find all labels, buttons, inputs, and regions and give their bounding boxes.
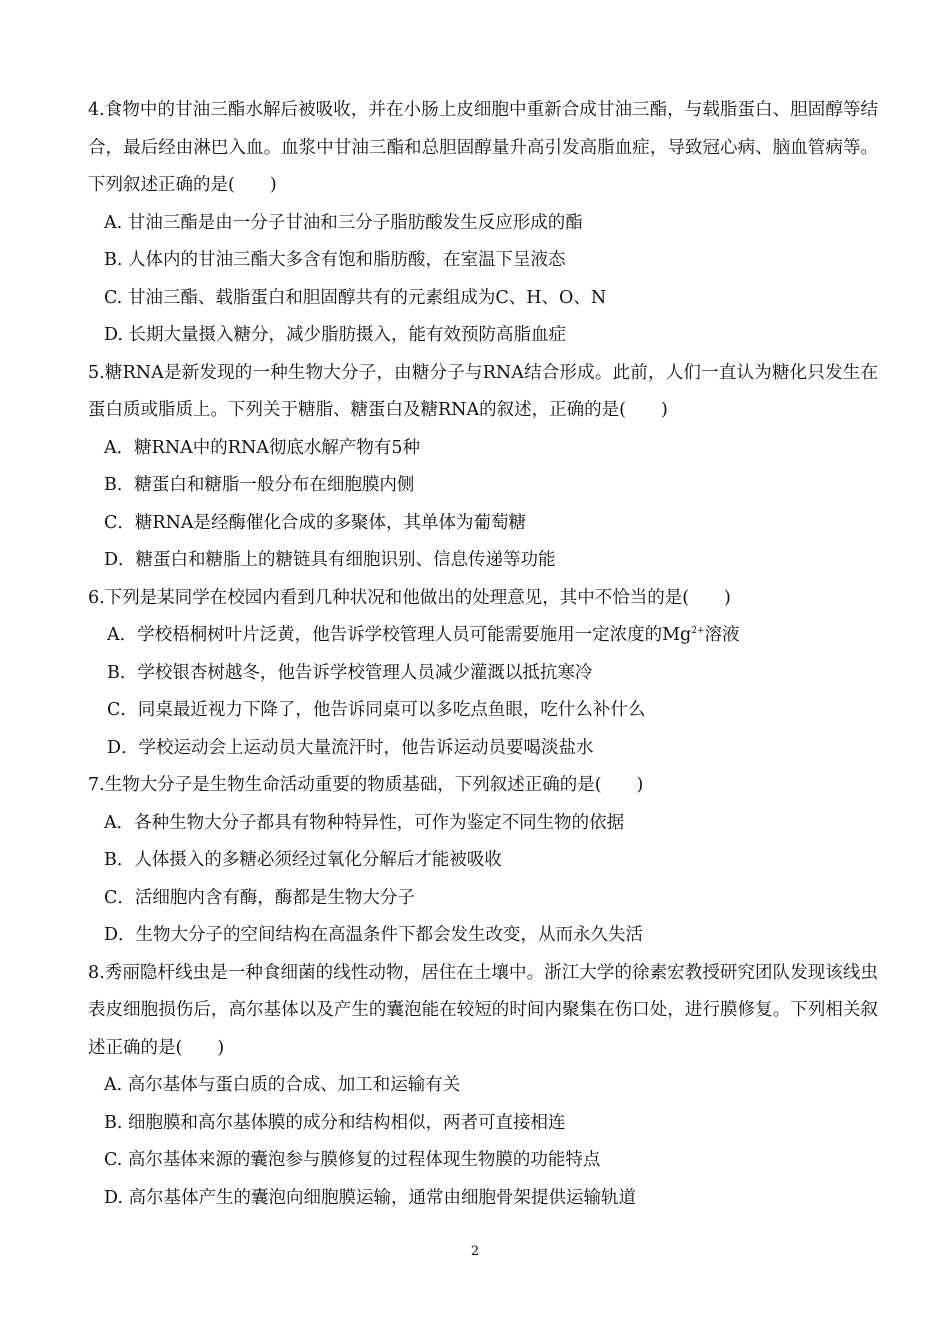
option-d: D. 长期大量摄入糖分，减少脂肪摄入，能有效预防高脂血症 [104,325,567,345]
question-4 [88,92,878,355]
question-7 [88,767,878,955]
option-c: C. 高尔基体来源的囊泡参与膜修复的过程体现生物膜的功能特点 [104,1150,601,1170]
option-list [88,805,878,955]
option-d: D．学校运动会上运动员大量流汗时，他告诉运动员要喝淡盐水 [107,737,594,758]
question-stem: 6.下列是某同学在校园内看到几种状况和他做出的处理意见，其中不恰当的是( ) [88,587,731,608]
option-a: A．糖RNA中的RNA彻底水解产物有5种 [104,437,421,458]
question-8 [88,955,878,1218]
option-a: A. 甘油三酯是由一分子甘油和三分子脂肪酸发生反应形成的酯 [104,212,583,233]
question-list [88,92,878,1217]
option-a-text: A．学校梧桐树叶片泛黄，他告诉学校管理人员可能需要施用一定浓度的Mg [107,625,692,645]
option-b: B．人体摄入的多糖必须经过氧化分解后才能被吸收 [104,850,502,870]
option-b: B. 细胞膜和高尔基体膜的成分和结构相似，两者可直接相连 [104,1112,566,1133]
option-a-suffix: 溶液 [704,625,740,645]
option-list [88,617,878,767]
question-stem: 8.秀丽隐杆线虫是一种食细菌的线性动物，居住在土壤中。浙江大学的徐素宏教授研究团队发现该线虫表皮细胞损伤后，高尔基体以及产生的囊泡能在较短的时间内聚集在伤口处，进行膜修复。下列相关叙述正确的是( ) [88,962,878,1058]
question-5 [88,355,878,580]
page-number: 2 [470,1244,480,1259]
option-c: C. 甘油三酯、载脂蛋白和胆固醇共有的元素组成为C、H、O、N [104,287,607,308]
option-list [88,430,878,580]
option-list [88,205,878,355]
option-d: D．生物大分子的空间结构在高温条件下都会发生改变，从而永久失活 [104,925,644,945]
question-stem: 5.糖RNA是新发现的一种生物大分子，由糖分子与RNA结合形成。此前，人们一直认为糖化只发生在蛋白质或脂质上。下列关于糖脂、糖蛋白及糖RNA的叙述，正确的是( ) [88,362,878,420]
question-stem: 4.食物中的甘油三酯水解后被吸收，并在小肠上皮细胞中重新合成甘油三酯，与载脂蛋白、胆固醇等结合，最后经由淋巴入血。血浆中甘油三酯和总胆固醇量升高引发高脂血症，导致冠心病、脑血管病等。下列叙述正确的是( ) [88,100,878,195]
option-a: A．各种生物大分子都具有物种特异性，可作为鉴定不同生物的依据 [104,812,625,833]
option-c: C．同桌最近视力下降了，他告诉同桌可以多吃点鱼眼，吃什么补什么 [107,700,646,720]
option-a: A. 高尔基体与蛋白质的合成、加工和运输有关 [104,1075,461,1095]
question-6 [88,580,878,768]
option-c: C．活细胞内含有酶，酶都是生物大分子 [104,887,415,908]
option-b: B．糖蛋白和糖脂一般分布在细胞膜内侧 [104,475,415,495]
option-d: D. 高尔基体产生的囊泡向细胞膜运输，通常由细胞骨架提供运输轨道 [104,1187,637,1208]
option-d: D．糖蛋白和糖脂上的糖链具有细胞识别、信息传递等功能 [104,550,556,570]
option-list [88,1067,878,1217]
option-c: C．糖RNA是经酶催化合成的多聚体，其单体为葡萄糖 [104,512,527,533]
option-b: B．学校银杏树越冬，他告诉学校管理人员减少灌溉以抵抗寒冷 [107,662,593,683]
ion-charge-superscript: 2+ [691,626,705,637]
option-a [88,617,878,655]
question-stem: 7.生物大分子是生物生命活动重要的物质基础，下列叙述正确的是( ) [88,775,644,795]
option-b: B. 人体内的甘油三酯大多含有饱和脂肪酸，在室温下呈液态 [104,250,566,270]
